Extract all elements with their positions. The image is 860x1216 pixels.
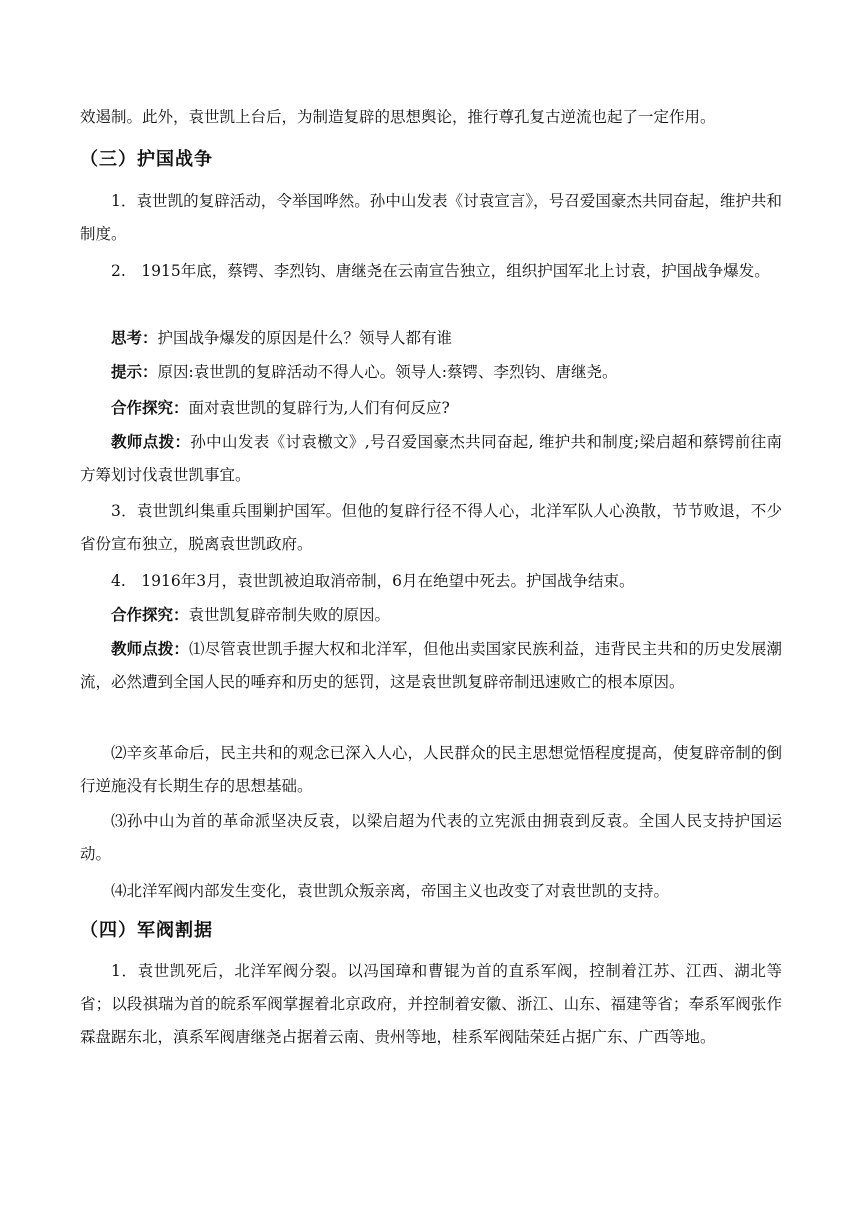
hint-label: 提示：	[111, 363, 158, 381]
coop-explore-2	[80, 599, 782, 632]
paragraph-2: 2. 1915年底，蔡锷、李烈钧、唐继尧在云南宣告独立，组织护国军北上讨袁，护国战争爆发。	[111, 262, 770, 280]
coop-label-2: 合作探究：	[111, 606, 189, 624]
teacher-text-1: 孙中山发表《讨袁檄文》,号召爱国豪杰共同奋起, 维护共和制度;梁启超和蔡锷前往南方筹划讨伐袁世凯事宜。	[80, 433, 782, 484]
paragraph-1: 1．袁世凯的复辟活动，令举国哗然。孙中山发表《讨袁宣言》，号召爱国豪杰共同奋起，维护共和制度。	[80, 192, 782, 243]
teacher-text-2: ⑴尽管袁世凯手握大权和北洋军，但他出卖国家民族利益，违背民主共和的历史发展潮流，必然遭到全国人民的唾弃和历史的惩罚，这是袁世凯复辟帝制迅速败亡的根本原因。	[80, 640, 782, 691]
think-question	[80, 322, 782, 355]
teacher-label-1: 教师点拨：	[111, 433, 191, 451]
hint-text: 原因:袁世凯的复辟活动不得人心。领导人:蔡锷、李烈钧、唐继尧。	[157, 363, 618, 381]
think-label: 思考：	[111, 329, 158, 347]
reason-2: ⑵辛亥革命后，民主共和的观念已深入人心，人民群众的民主思想觉悟程度提高，使复辟帝制的倒行逆施没有长期生存的思想基础。	[80, 744, 782, 795]
section-heading-3: （三）护国战争	[80, 149, 213, 170]
coop-label-1: 合作探究：	[111, 399, 189, 417]
teacher-label-2: 教师点拨：	[111, 640, 190, 658]
think-text: 护国战争爆发的原因是什么？领导人都有谁	[157, 329, 453, 347]
reason-3: ⑶孙中山为首的革命派坚决反袁，以梁启超为代表的立宪派由拥袁到反袁。全国人民支持护国运动。	[80, 812, 782, 863]
coop-text-2: 袁世凯复辟帝制失败的原因。	[188, 606, 391, 624]
hint-paragraph	[80, 356, 782, 389]
teacher-note-2	[80, 633, 782, 699]
teacher-note-1	[80, 426, 782, 492]
paragraph-3: 3．袁世凯纠集重兵围剿护国军。但他的复辟行径不得人心，北洋军队人心涣散，节节败退，不少省份宣布独立，脱离袁世凯政府。	[80, 502, 782, 553]
paragraph-warlords: 1．袁世凯死后，北洋军阀分裂。以冯国璋和曹锟为首的直系军阀，控制着江苏、江西、湖北等省；以段祺瑞为首的皖系军阀掌握着北京政府，并控制着安徽、浙江、山东、福建等省；奉系军阀张作霖盘踞东北，滇系军阀唐继尧占据着云南、贵州等地，桂系军阀陆荣廷占据广东、广西等地。	[80, 962, 782, 1046]
coop-explore-1	[80, 392, 782, 425]
reason-4: ⑷北洋军阀内部发生变化，袁世凯众叛亲离，帝国主义也改变了对袁世凯的支持。	[111, 882, 670, 900]
section-heading-4: （四）军阀割据	[80, 920, 213, 941]
carry-over-line: 效遏制。此外，袁世凯上台后，为制造复辟的思想舆论，推行尊孔复古逆流也起了一定作用。	[80, 108, 716, 126]
coop-text-1: 面对袁世凯的复辟行为,人们有何反应?	[188, 399, 450, 417]
paragraph-4: 4. 1916年3月，袁世凯被迫取消帝制，6月在绝望中死去。护国战争结束。	[111, 572, 635, 590]
